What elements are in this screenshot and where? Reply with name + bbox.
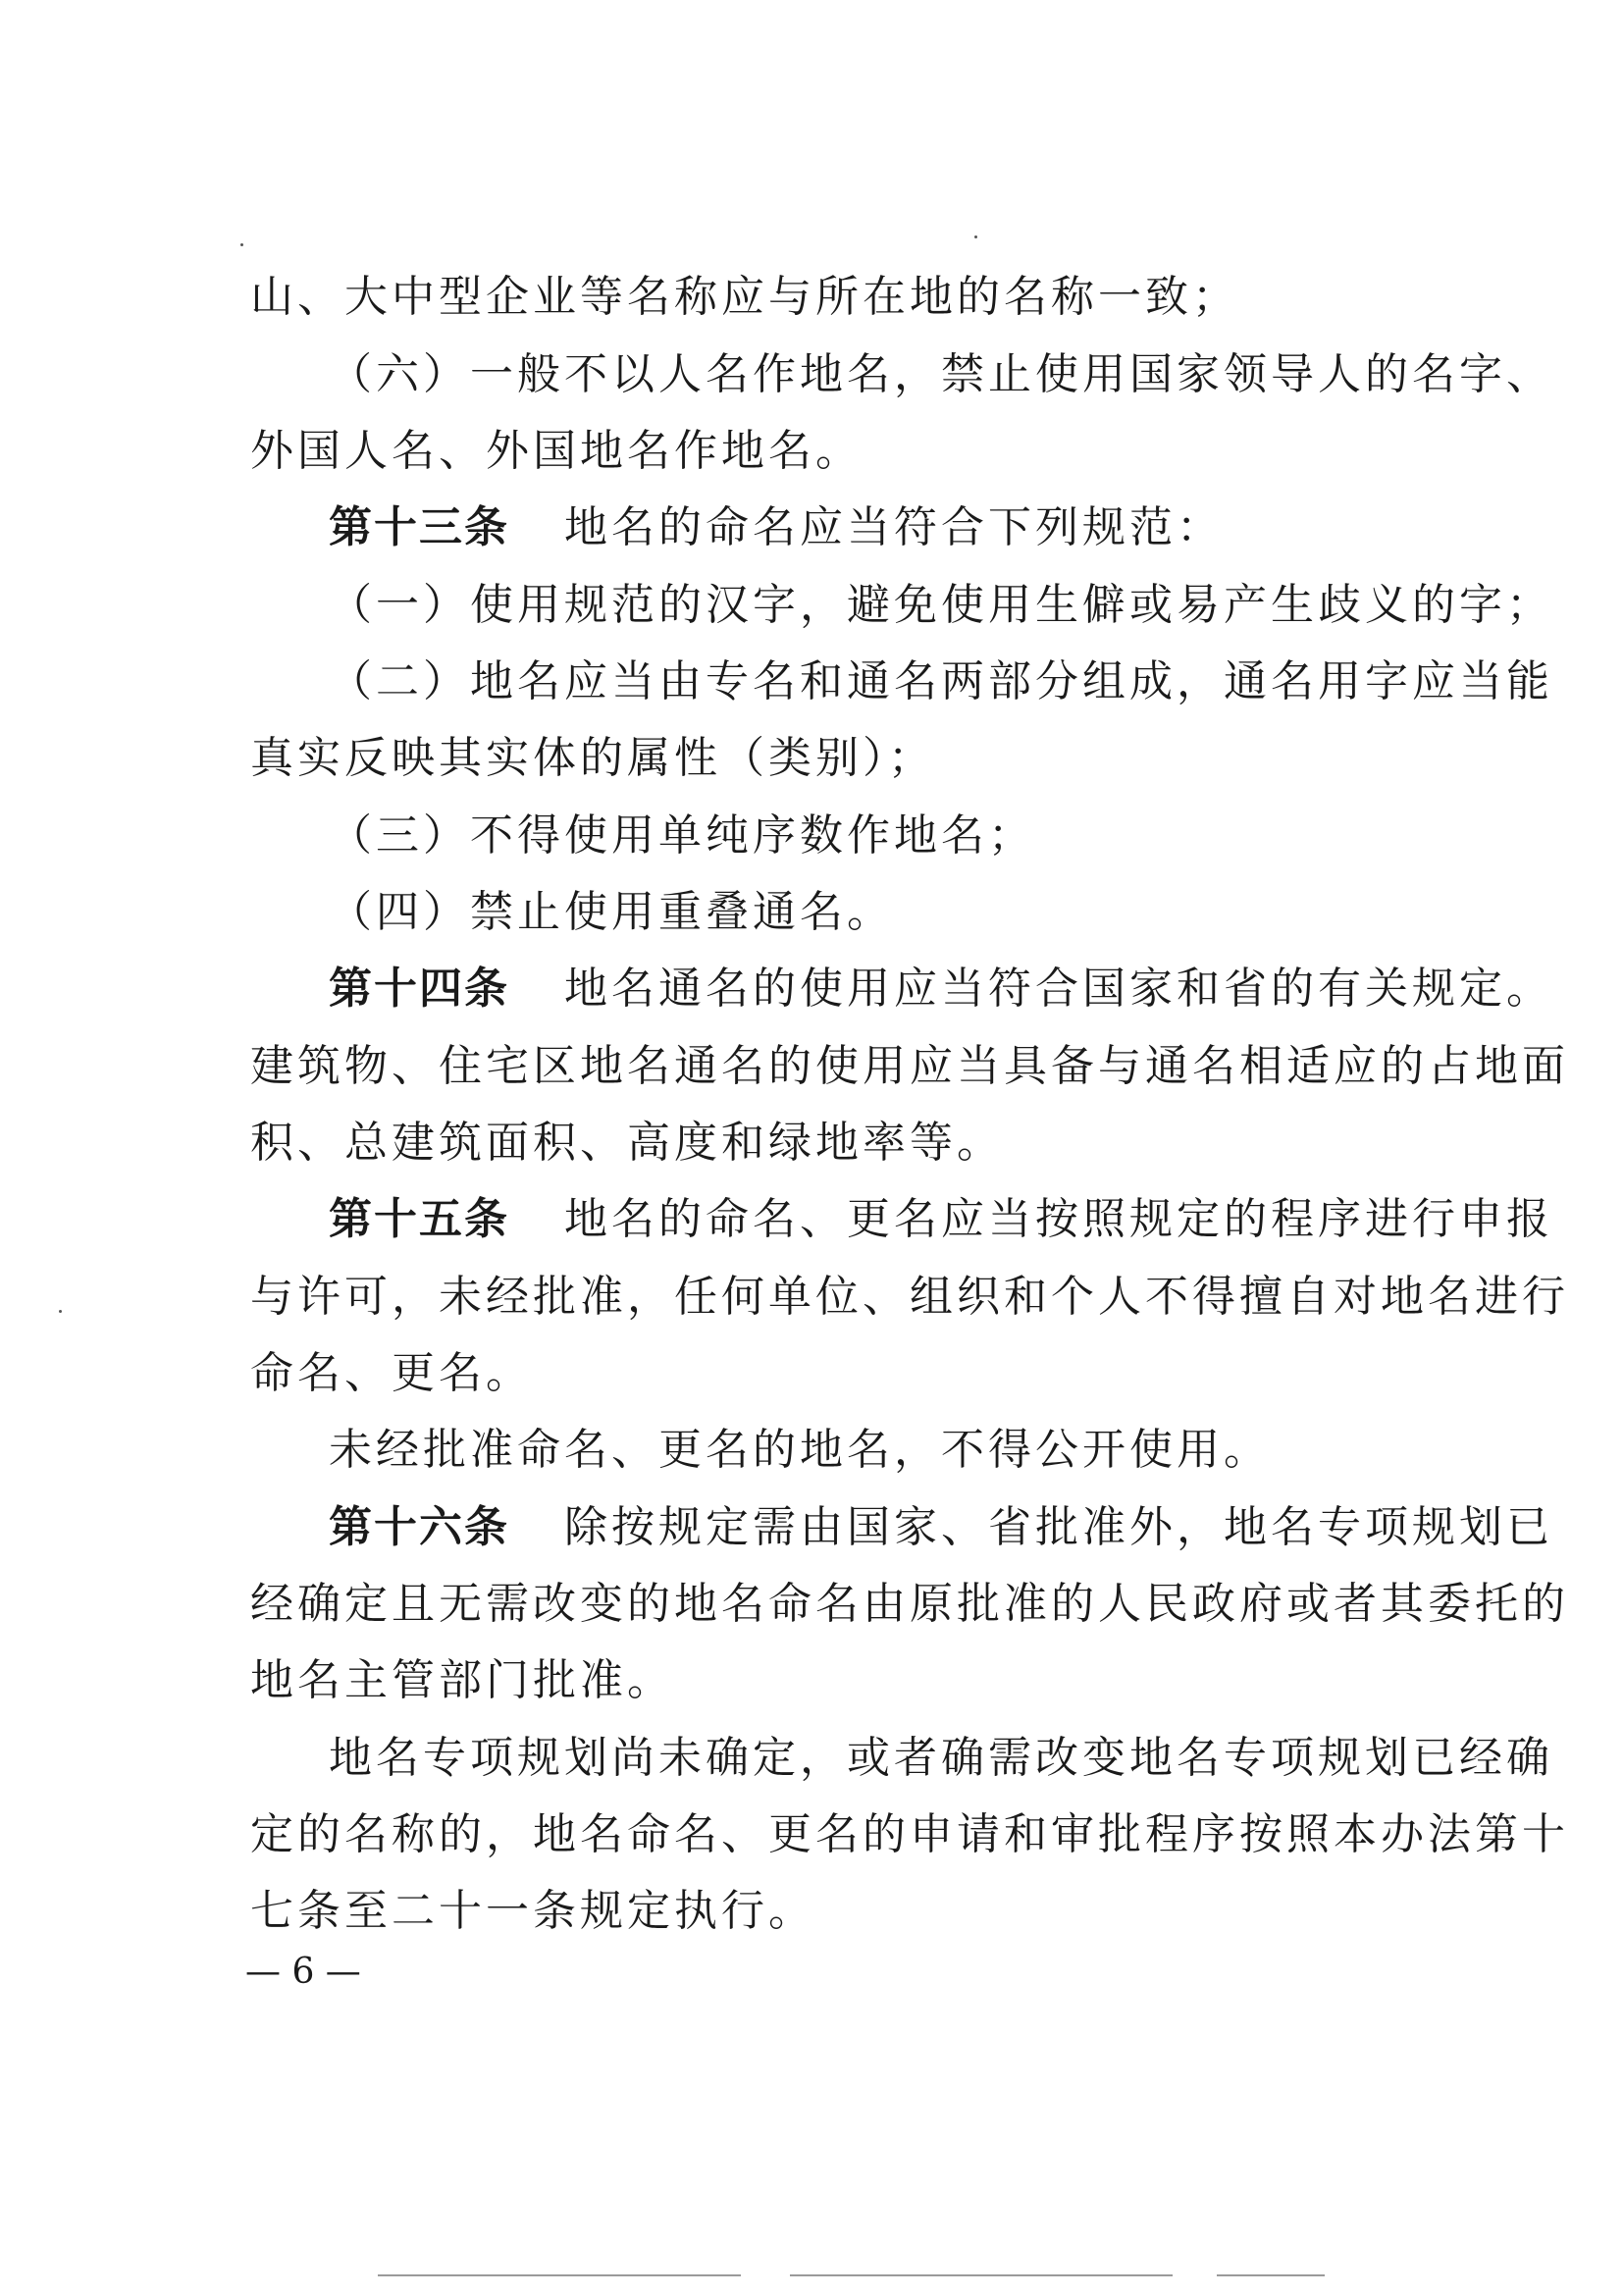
line-text: 命名、更名。: [250, 1348, 533, 1398]
article-line: [329, 1498, 1553, 1557]
text-line: [329, 807, 1035, 865]
text-line: [250, 1575, 1569, 1634]
line-text: （六）一般不以人名作地名，禁止使用国家领导人的名字、: [329, 349, 1553, 399]
article-heading: 第十四条: [329, 964, 509, 1014]
line-text: 定的名称的，地名命名、更名的申请和审批程序按照本办法第十: [250, 1809, 1569, 1859]
article-text: 地名的命名、更名应当按照规定的程序进行申报: [564, 1194, 1553, 1244]
article-heading: 第十三条: [329, 502, 509, 552]
article-line: [329, 498, 1224, 557]
article-text: 地名通名的使用应当符合国家和省的有关规定。: [564, 964, 1553, 1014]
line-text: 建筑物、住宅区地名通名的使用应当具备与通名相适应的占地面: [250, 1041, 1569, 1091]
text-line: [329, 576, 1553, 635]
article-heading: 第十五条: [329, 1194, 509, 1244]
text-line: [250, 268, 1239, 327]
text-line: [250, 1268, 1569, 1327]
line-text: 与许可，未经批准，任何单位、组织和个人不得擅自对地名进行: [250, 1272, 1569, 1322]
text-line: [250, 1651, 674, 1710]
line-text: 经确定且无需改变的地名命名由原批准的人民政府或者其委托的: [250, 1579, 1569, 1629]
line-text: 山、大中型企业等名称应与所在地的名称一致；: [250, 272, 1239, 322]
text-line: [329, 652, 1553, 711]
bottom-scan-rule: [378, 2274, 741, 2276]
text-line: [250, 1344, 533, 1403]
text-line: [250, 1114, 1004, 1173]
line-text: （二）地名应当由专名和通名两部分组成，通名用字应当能: [329, 656, 1553, 706]
scan-speck: [59, 1310, 62, 1313]
bottom-scan-rule: [1217, 2274, 1325, 2276]
text-line: [250, 1805, 1569, 1864]
line-text: （一）使用规范的汉字，避免使用生僻或易产生歧义的字；: [329, 580, 1553, 630]
page-number: — 6 —: [245, 1952, 361, 1992]
article-line: [329, 1190, 1553, 1249]
line-text: （三）不得使用单纯序数作地名；: [329, 810, 1035, 861]
scan-speck: [974, 235, 977, 238]
line-text: 真实反映其实体的属性（类别）；: [250, 733, 935, 783]
line-text: 七条至二十一条规定执行。: [250, 1886, 815, 1936]
article-line: [329, 960, 1553, 1018]
line-text: 地名主管部门批准。: [250, 1655, 674, 1705]
line-text: 积、总建筑面积、高度和绿地率等。: [250, 1118, 1004, 1168]
text-line: [250, 1037, 1569, 1096]
line-text: 外国人名、外国地名作地名。: [250, 426, 863, 476]
text-line: [250, 729, 935, 788]
article-heading: 第十六条: [329, 1502, 509, 1552]
text-line: [329, 883, 894, 942]
text-line: [250, 1882, 815, 1941]
line-text: （四）禁止使用重叠通名。: [329, 887, 894, 937]
text-line: [250, 422, 863, 481]
line-text: 未经批准命名、更名的地名，不得公开使用。: [329, 1425, 1271, 1475]
bottom-scan-rule: [790, 2274, 1173, 2276]
text-line: [329, 345, 1553, 404]
line-text: 地名专项规划尚未确定，或者确需改变地名专项规划已经确: [329, 1733, 1553, 1783]
scan-speck: [240, 243, 243, 246]
text-line: [329, 1729, 1553, 1788]
text-line: [329, 1421, 1271, 1480]
article-text: 除按规定需由国家、省批准外，地名专项规划已: [564, 1502, 1553, 1552]
article-text: 地名的命名应当符合下列规范：: [564, 502, 1224, 552]
